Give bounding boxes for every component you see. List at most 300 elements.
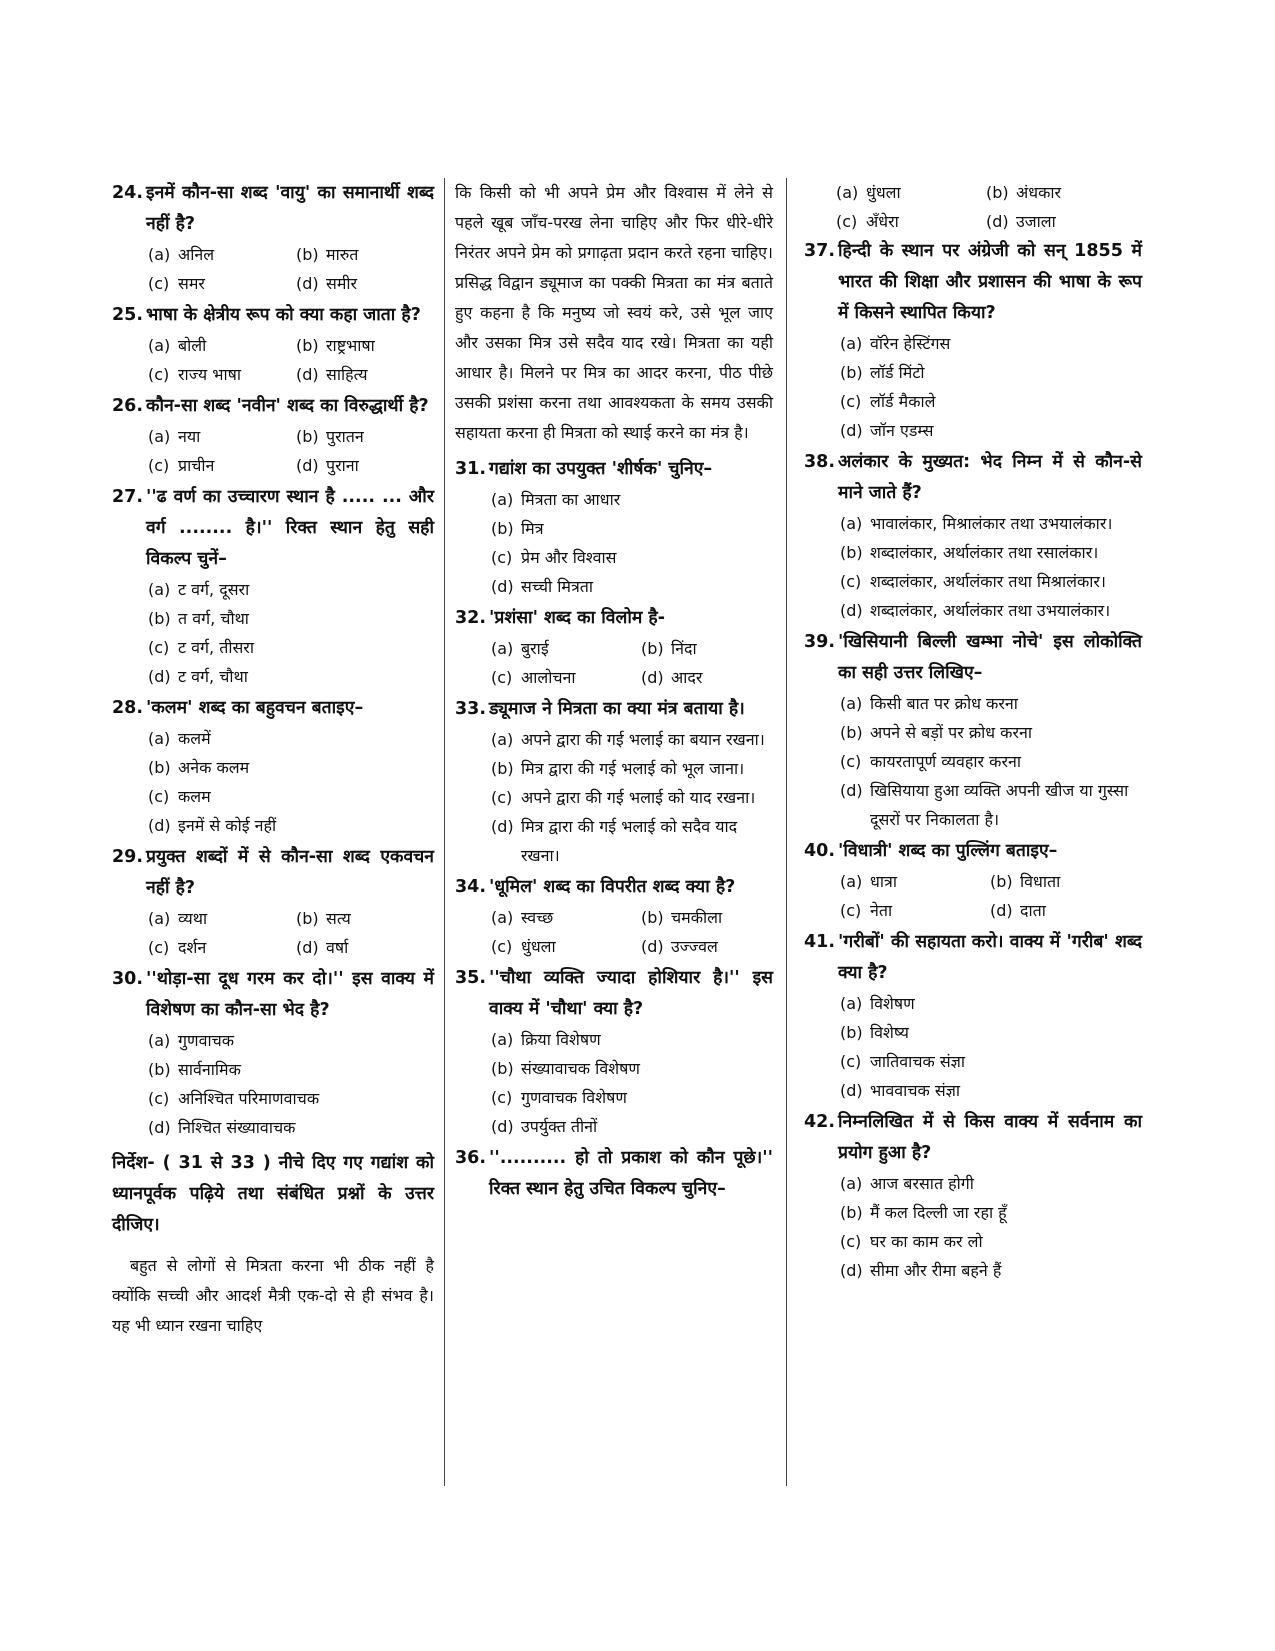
option-label: (a) <box>840 994 863 1013</box>
option-text: विशेषण <box>870 994 915 1013</box>
option <box>840 358 1142 387</box>
question-25 <box>112 300 434 389</box>
option-label: (b) <box>296 909 319 928</box>
option-text: अनिल <box>178 245 215 264</box>
question-text: हिन्दी के स्थान पर अंग्रेजी को सन् 1855 में भारत की शिक्षा और प्रशासन की भाषा के रूप में किसने स्थापित किया? <box>838 241 1142 323</box>
option-text: बुराई <box>521 639 549 658</box>
option-label: (d) <box>840 1081 863 1100</box>
option-text: उजाला <box>1016 212 1056 231</box>
question-33 <box>455 694 773 870</box>
options-list <box>804 689 1142 834</box>
option-label: (d) <box>296 274 319 293</box>
question-header <box>804 836 1142 867</box>
question-header <box>112 300 434 331</box>
question-header <box>455 872 773 903</box>
option-label: (c) <box>491 1088 513 1107</box>
options-list <box>112 724 434 840</box>
question-number: 42. <box>804 1112 836 1132</box>
question-number: 34. <box>455 877 487 897</box>
option-label: (c) <box>148 938 170 957</box>
option-text: चमकीला <box>671 908 723 927</box>
question-text: ड्यूमाज ने मित्रता का क्या मंत्र बताया है। <box>489 699 745 719</box>
option <box>990 896 1142 925</box>
option <box>840 718 1142 747</box>
question-number: 36. <box>455 1148 487 1168</box>
options-list <box>804 867 1142 925</box>
options-list <box>112 422 434 480</box>
option-label: (a) <box>148 336 171 355</box>
option-label: (c) <box>836 212 858 231</box>
question-number: 28. <box>112 698 144 718</box>
question-number: 31. <box>455 459 487 479</box>
option-label: (a) <box>148 427 171 446</box>
option <box>148 422 296 451</box>
option-label: (c) <box>148 365 170 384</box>
option-label: (b) <box>840 1203 863 1222</box>
option <box>840 1227 1142 1256</box>
question-number: 35. <box>455 968 487 988</box>
question-38 <box>804 447 1142 625</box>
option-text: शब्दालंकार, अर्थालंकार तथा उभयालंकार। <box>870 601 1111 620</box>
option-text: क्रिया विशेषण <box>521 1030 601 1049</box>
option-label: (a) <box>840 1174 863 1193</box>
option <box>148 269 296 298</box>
option <box>840 1198 1142 1227</box>
option <box>491 572 773 601</box>
option-text: मित्र द्वारा की गई भलाई को भूल जाना। <box>521 759 745 778</box>
option <box>840 329 1142 358</box>
option-text: अपने से बड़ों पर क्रोध करना <box>870 723 1033 742</box>
option <box>296 240 434 269</box>
option <box>840 1018 1142 1047</box>
option <box>491 725 773 754</box>
question-header <box>112 693 434 724</box>
option-text: मित्रता का आधार <box>521 490 621 509</box>
question-number: 32. <box>455 608 487 628</box>
option-label: (b) <box>986 183 1009 202</box>
options-list <box>112 575 434 691</box>
option-label: (b) <box>641 908 664 927</box>
option-text: वॉरेन हेस्टिंगस <box>870 334 951 353</box>
option-label: (b) <box>148 1060 171 1079</box>
option-text: सार्वनामिक <box>178 1060 241 1079</box>
option-label: (d) <box>491 1117 514 1136</box>
column-1 <box>112 178 434 1341</box>
option <box>840 1169 1142 1198</box>
option-label: (d) <box>840 421 863 440</box>
option-label: (d) <box>840 1261 863 1280</box>
option <box>296 904 434 933</box>
option <box>491 754 773 783</box>
question-number: 26. <box>112 396 144 416</box>
question-number: 33. <box>455 699 487 719</box>
option-text: शब्दालंकार, अर्थालंकार तथा रसालंकार। <box>870 543 1099 562</box>
option-text: स्वच्छ <box>521 908 554 927</box>
option <box>491 543 773 572</box>
option <box>148 331 296 360</box>
option-label: (b) <box>491 759 514 778</box>
question-37 <box>804 236 1142 445</box>
options-list <box>804 1169 1142 1285</box>
question-header <box>112 842 434 904</box>
option <box>148 360 296 389</box>
question-text: कौन-सा शब्द 'नवीन' शब्द का विरुद्धार्थी है? <box>146 396 429 416</box>
option-text: लॉर्ड मिंटो <box>870 363 925 382</box>
option <box>990 867 1142 896</box>
option <box>148 1055 434 1084</box>
question-number: 37. <box>804 241 836 261</box>
options-list <box>455 903 773 961</box>
question-text: 'खिसियानी बिल्ली खम्भा नोचे' इस लोकोक्ति का सही उत्तर लिखिए– <box>838 632 1142 683</box>
option-label: (a) <box>491 730 514 749</box>
question-35 <box>455 963 773 1141</box>
option <box>840 596 1142 625</box>
option-label: (c) <box>148 1089 170 1108</box>
option-text: अपने द्वारा की गई भलाई को याद रखना। <box>521 788 756 807</box>
option-text: अनेक कलम <box>178 758 250 777</box>
option-label: (c) <box>148 456 170 475</box>
option-text: मित्र <box>521 519 544 538</box>
question-32 <box>455 603 773 692</box>
question-header <box>455 694 773 725</box>
option-text: ट वर्ग, चौथा <box>178 667 248 686</box>
option-label: (b) <box>990 872 1013 891</box>
question-header <box>455 1143 773 1205</box>
option-text: जातिवाचक संज्ञा <box>870 1052 966 1071</box>
option-label: (a) <box>491 639 514 658</box>
option-text: धुंधला <box>866 183 901 202</box>
option <box>491 783 773 812</box>
option-label: (b) <box>840 543 863 562</box>
option <box>491 663 641 692</box>
options-list <box>455 634 773 692</box>
option-label: (a) <box>840 694 863 713</box>
option-label: (a) <box>148 1031 171 1050</box>
option <box>641 634 773 663</box>
option <box>148 933 296 962</box>
options-list <box>804 989 1142 1105</box>
option-text: आलोचना <box>521 668 576 687</box>
option-label: (d) <box>148 1118 171 1137</box>
option-text: निश्चित संख्यावाचक <box>178 1118 296 1137</box>
option <box>296 933 434 962</box>
option-text: घर का काम कर लो <box>870 1232 983 1251</box>
question-24 <box>112 178 434 298</box>
option-text: ट वर्ग, दूसरा <box>178 580 250 599</box>
question-header <box>804 236 1142 329</box>
option-text: अँधेरा <box>866 212 899 231</box>
question-header <box>455 603 773 634</box>
option-label: (d) <box>491 817 514 836</box>
question-42 <box>804 1107 1142 1285</box>
option-text: त वर्ग, चौथा <box>178 609 249 628</box>
option-text: प्राचीन <box>178 456 215 475</box>
option-label: (c) <box>840 1052 862 1071</box>
option <box>840 1256 1142 1285</box>
question-text: अलंकार के मुख्यत: भेद निम्न में से कौन-से माने जाते हैं? <box>838 452 1142 503</box>
option <box>491 812 773 870</box>
option <box>296 269 434 298</box>
option-label: (c) <box>491 668 513 687</box>
option <box>148 1026 434 1055</box>
option <box>296 360 434 389</box>
option-text: मित्र द्वारा की गई भलाई को सदैव याद रखना। <box>521 817 738 865</box>
question-28 <box>112 693 434 840</box>
option-label: (a) <box>491 490 514 509</box>
option-text: कायरतापूर्ण व्यवहार करना <box>870 752 1022 771</box>
option <box>641 932 773 961</box>
option-label: (d) <box>641 937 664 956</box>
option-label: (a) <box>840 514 863 533</box>
option <box>986 207 1142 236</box>
option-text: सत्य <box>326 909 351 928</box>
option <box>641 903 773 932</box>
option-label: (b) <box>641 639 664 658</box>
options-list <box>112 904 434 962</box>
question-header <box>804 927 1142 989</box>
option-text: बोली <box>178 336 207 355</box>
option-text: अंधकार <box>1016 183 1062 202</box>
question-31 <box>455 454 773 601</box>
option <box>491 1025 773 1054</box>
option-text: लॉर्ड मैकाले <box>870 392 936 411</box>
option-label: (b) <box>148 758 171 777</box>
option <box>148 575 434 604</box>
option <box>840 416 1142 445</box>
option <box>148 1084 434 1113</box>
option <box>296 422 434 451</box>
option-text: गुणवाचक <box>178 1031 235 1050</box>
option-label: (b) <box>840 723 863 742</box>
option-label: (c) <box>840 1232 862 1251</box>
option-label: (a) <box>148 245 171 264</box>
option <box>840 867 990 896</box>
option <box>491 514 773 543</box>
option-text: धुंधला <box>521 937 556 956</box>
options-list <box>455 485 773 601</box>
option-label: (a) <box>491 908 514 927</box>
question-36 <box>455 1143 773 1205</box>
option-label: (d) <box>491 577 514 596</box>
option-label: (d) <box>986 212 1009 231</box>
question-number: 38. <box>804 452 836 472</box>
column-3 <box>804 178 1142 1287</box>
option <box>840 1047 1142 1076</box>
option-text: इनमें से कोई नहीं <box>178 816 277 835</box>
question-30 <box>112 964 434 1142</box>
question-text: 'धूमिल' शब्द का विपरीत शब्द क्या है? <box>489 877 736 897</box>
question-text: भाषा के क्षेत्रीय रूप को क्या कहा जाता है? <box>146 305 421 325</box>
option-label: (c) <box>491 788 513 807</box>
question-text: ''थोड़ा-सा दूध गरम कर दो।'' इस वाक्य में विशेषण का कौन-सा भेद है? <box>146 969 434 1020</box>
option-text: दर्शन <box>178 938 207 957</box>
option-text: प्रेम और विश्वास <box>521 548 617 567</box>
question-29 <box>112 842 434 962</box>
options-list <box>112 240 434 298</box>
option <box>148 904 296 933</box>
option-label: (b) <box>296 427 319 446</box>
question-number: 27. <box>112 487 144 507</box>
option-label: (a) <box>148 580 171 599</box>
options-list <box>455 1025 773 1141</box>
option-label: (d) <box>296 456 319 475</box>
question-text: 'प्रशंसा' शब्द का विलोम है- <box>489 608 665 628</box>
option-text: कलम <box>178 787 211 806</box>
option-text: आज बरसात होगी <box>870 1174 974 1193</box>
option-label: (c) <box>840 752 862 771</box>
option <box>148 662 434 691</box>
option <box>836 178 986 207</box>
options-list <box>112 1026 434 1142</box>
option-label: (a) <box>148 729 171 748</box>
option-label: (c) <box>148 787 170 806</box>
option <box>148 753 434 782</box>
option <box>641 663 773 692</box>
option-text: भावालंकार, मिश्रालंकार तथा उभयालंकार। <box>870 514 1113 533</box>
option-label: (c) <box>840 392 862 411</box>
question-36-options <box>804 178 1142 236</box>
options-list <box>112 331 434 389</box>
option-label: (c) <box>840 572 862 591</box>
question-34 <box>455 872 773 961</box>
option <box>491 1112 773 1141</box>
question-header <box>455 963 773 1025</box>
option-text: कलमें <box>178 729 211 748</box>
column-2 <box>455 178 773 1207</box>
option <box>840 1076 1142 1105</box>
option <box>840 509 1142 538</box>
option-text: सीमा और रीमा बहने हैं <box>870 1261 1002 1280</box>
question-number: 40. <box>804 841 836 861</box>
question-41 <box>804 927 1142 1105</box>
option-label: (b) <box>148 609 171 628</box>
option-label: (d) <box>840 781 863 800</box>
option-text: दाता <box>1020 901 1046 920</box>
option-text: ट वर्ग, तीसरा <box>178 638 254 657</box>
option-label: (b) <box>491 519 514 538</box>
option-label: (c) <box>840 901 862 920</box>
question-text: 'गरीबों' की सहायता करो। वाक्य में 'गरीब' शब्द क्या है? <box>838 932 1142 983</box>
option <box>840 989 1142 1018</box>
option <box>148 1113 434 1142</box>
option <box>840 567 1142 596</box>
option <box>840 689 1142 718</box>
passage-direction: निर्देश- ( 31 से 33 ) नीचे दिए गए गद्यांश को ध्यानपूर्वक पढ़िये तथा संबंधित प्रश्नों के उत्तर दीजिए। <box>112 1153 434 1235</box>
question-header <box>455 454 773 485</box>
option-label: (d) <box>840 601 863 620</box>
question-header <box>804 627 1142 689</box>
option-label: (b) <box>840 1023 863 1042</box>
option-text: सच्ची मित्रता <box>521 577 594 596</box>
question-text: निम्नलिखित में से किस वाक्य में सर्वनाम का प्रयोग हुआ है? <box>838 1112 1142 1163</box>
option <box>986 178 1142 207</box>
question-number: 24. <box>112 183 144 203</box>
option <box>491 485 773 514</box>
option-label: (d) <box>148 667 171 686</box>
option-text: निंदा <box>671 639 697 658</box>
option <box>148 451 296 480</box>
question-header <box>804 447 1142 509</box>
option <box>840 387 1142 416</box>
option-text: अपने द्वारा की गई भलाई का बयान रखना। <box>521 730 765 749</box>
option <box>296 451 434 480</box>
option-text: भाववाचक संज्ञा <box>870 1081 961 1100</box>
option-label: (a) <box>148 909 171 928</box>
question-number: 41. <box>804 932 836 952</box>
option <box>840 776 1142 834</box>
option-label: (d) <box>641 668 664 687</box>
option <box>491 1083 773 1112</box>
option-label: (d) <box>148 816 171 835</box>
option-label: (a) <box>491 1030 514 1049</box>
option-label: (c) <box>491 937 513 956</box>
option <box>840 538 1142 567</box>
option-text: अनिश्चित परिमाणवाचक <box>178 1089 320 1108</box>
option-label: (b) <box>840 363 863 382</box>
option-text: नया <box>178 427 201 446</box>
passage-text: बहुत से लोगों से मित्रता करना भी ठीक नहीं है क्योंकि सच्ची और आदर्श मैत्री एक-दो से ही संभव है। यह भी ध्यान रखना चाहिए <box>112 1256 434 1335</box>
question-text: ''चौथा व्यक्ति ज्यादा होशियार है।'' इस वाक्य में 'चौथा' क्या है? <box>489 968 773 1019</box>
option-label: (a) <box>840 872 863 891</box>
option <box>840 747 1142 776</box>
option-text: विधाता <box>1020 872 1061 891</box>
option-label: (b) <box>296 336 319 355</box>
option-label: (a) <box>840 334 863 353</box>
option-text: पुराना <box>326 456 359 475</box>
question-text: ''.......... हो तो प्रकाश को कौन पूछे।'' रिक्त स्थान हेतु उचित विकल्प चुनिए– <box>489 1148 773 1199</box>
option <box>148 782 434 811</box>
options-list <box>804 329 1142 445</box>
question-text: 'कलम' शब्द का बहुवचन बताइए– <box>146 698 364 718</box>
option-text: किसी बात पर क्रोध करना <box>870 694 1018 713</box>
option <box>491 1054 773 1083</box>
option-text: मारुत <box>326 245 359 264</box>
option-text: राज्य भाषा <box>178 365 241 384</box>
option-label: (c) <box>148 274 170 293</box>
question-text: गद्यांश का उपयुक्त 'शीर्षक' चुनिए– <box>489 459 713 479</box>
question-39 <box>804 627 1142 834</box>
option-label: (b) <box>491 1059 514 1078</box>
passage-text-continued: कि किसी को भी अपने प्रेम और विश्वास में लेने से पहले खूब जाँच-परख लेना चाहिए और फिर धीरे-धीरे निरंतर अपने प्रेम को प्रगाढ़ता प्रदान करते रहना चाहिए। प्रसिद्ध विद्वान ड्यूमाज का पक्की मित्रता का मंत्र बताते हुए कहना है कि मनुष्य जो स्वयं करे, उसे भूल जाए और उसका मित्र उसे सदैव याद रखे। मित्रता का यही आधार है। मिलने पर मित्र का आदर करना, पीठ पीछे उसकी प्रशंसा करना तथा आवश्यकता के समय उसकी सहायता करना ही मित्रता को स्थाई करने का मंत्र है। <box>455 183 773 442</box>
options-list <box>455 725 773 870</box>
question-text: ''ढ वर्ण का उच्चारण स्थान है ..... ... और वर्ग ........ है।'' रिक्त स्थान हेतु सही विकल्प चुनें– <box>146 487 434 569</box>
option-label: (a) <box>836 183 859 202</box>
question-number: 30. <box>112 969 144 989</box>
question-number: 29. <box>112 847 144 867</box>
option-text: वर्षा <box>326 938 349 957</box>
option-text: उज्ज्वल <box>671 937 718 956</box>
option-text: साहित्य <box>326 365 368 384</box>
question-number: 25. <box>112 305 144 325</box>
option <box>491 932 641 961</box>
question-header <box>112 964 434 1026</box>
question-header <box>112 391 434 422</box>
option <box>148 604 434 633</box>
question-text: 'विधात्री' शब्द का पुल्लिंग बताइए– <box>838 841 1058 861</box>
option-text: पुरातन <box>326 427 364 446</box>
option <box>491 903 641 932</box>
option-label: (d) <box>296 938 319 957</box>
question-number: 39. <box>804 632 836 652</box>
option-text: गुणवाचक विशेषण <box>521 1088 627 1107</box>
option-text: विशेष्य <box>870 1023 909 1042</box>
option <box>148 633 434 662</box>
option <box>840 896 990 925</box>
question-header <box>112 178 434 240</box>
question-text: इनमें कौन-सा शब्द 'वायु' का समानार्थी शब्द नहीं है? <box>146 183 434 234</box>
option <box>148 811 434 840</box>
question-27 <box>112 482 434 691</box>
